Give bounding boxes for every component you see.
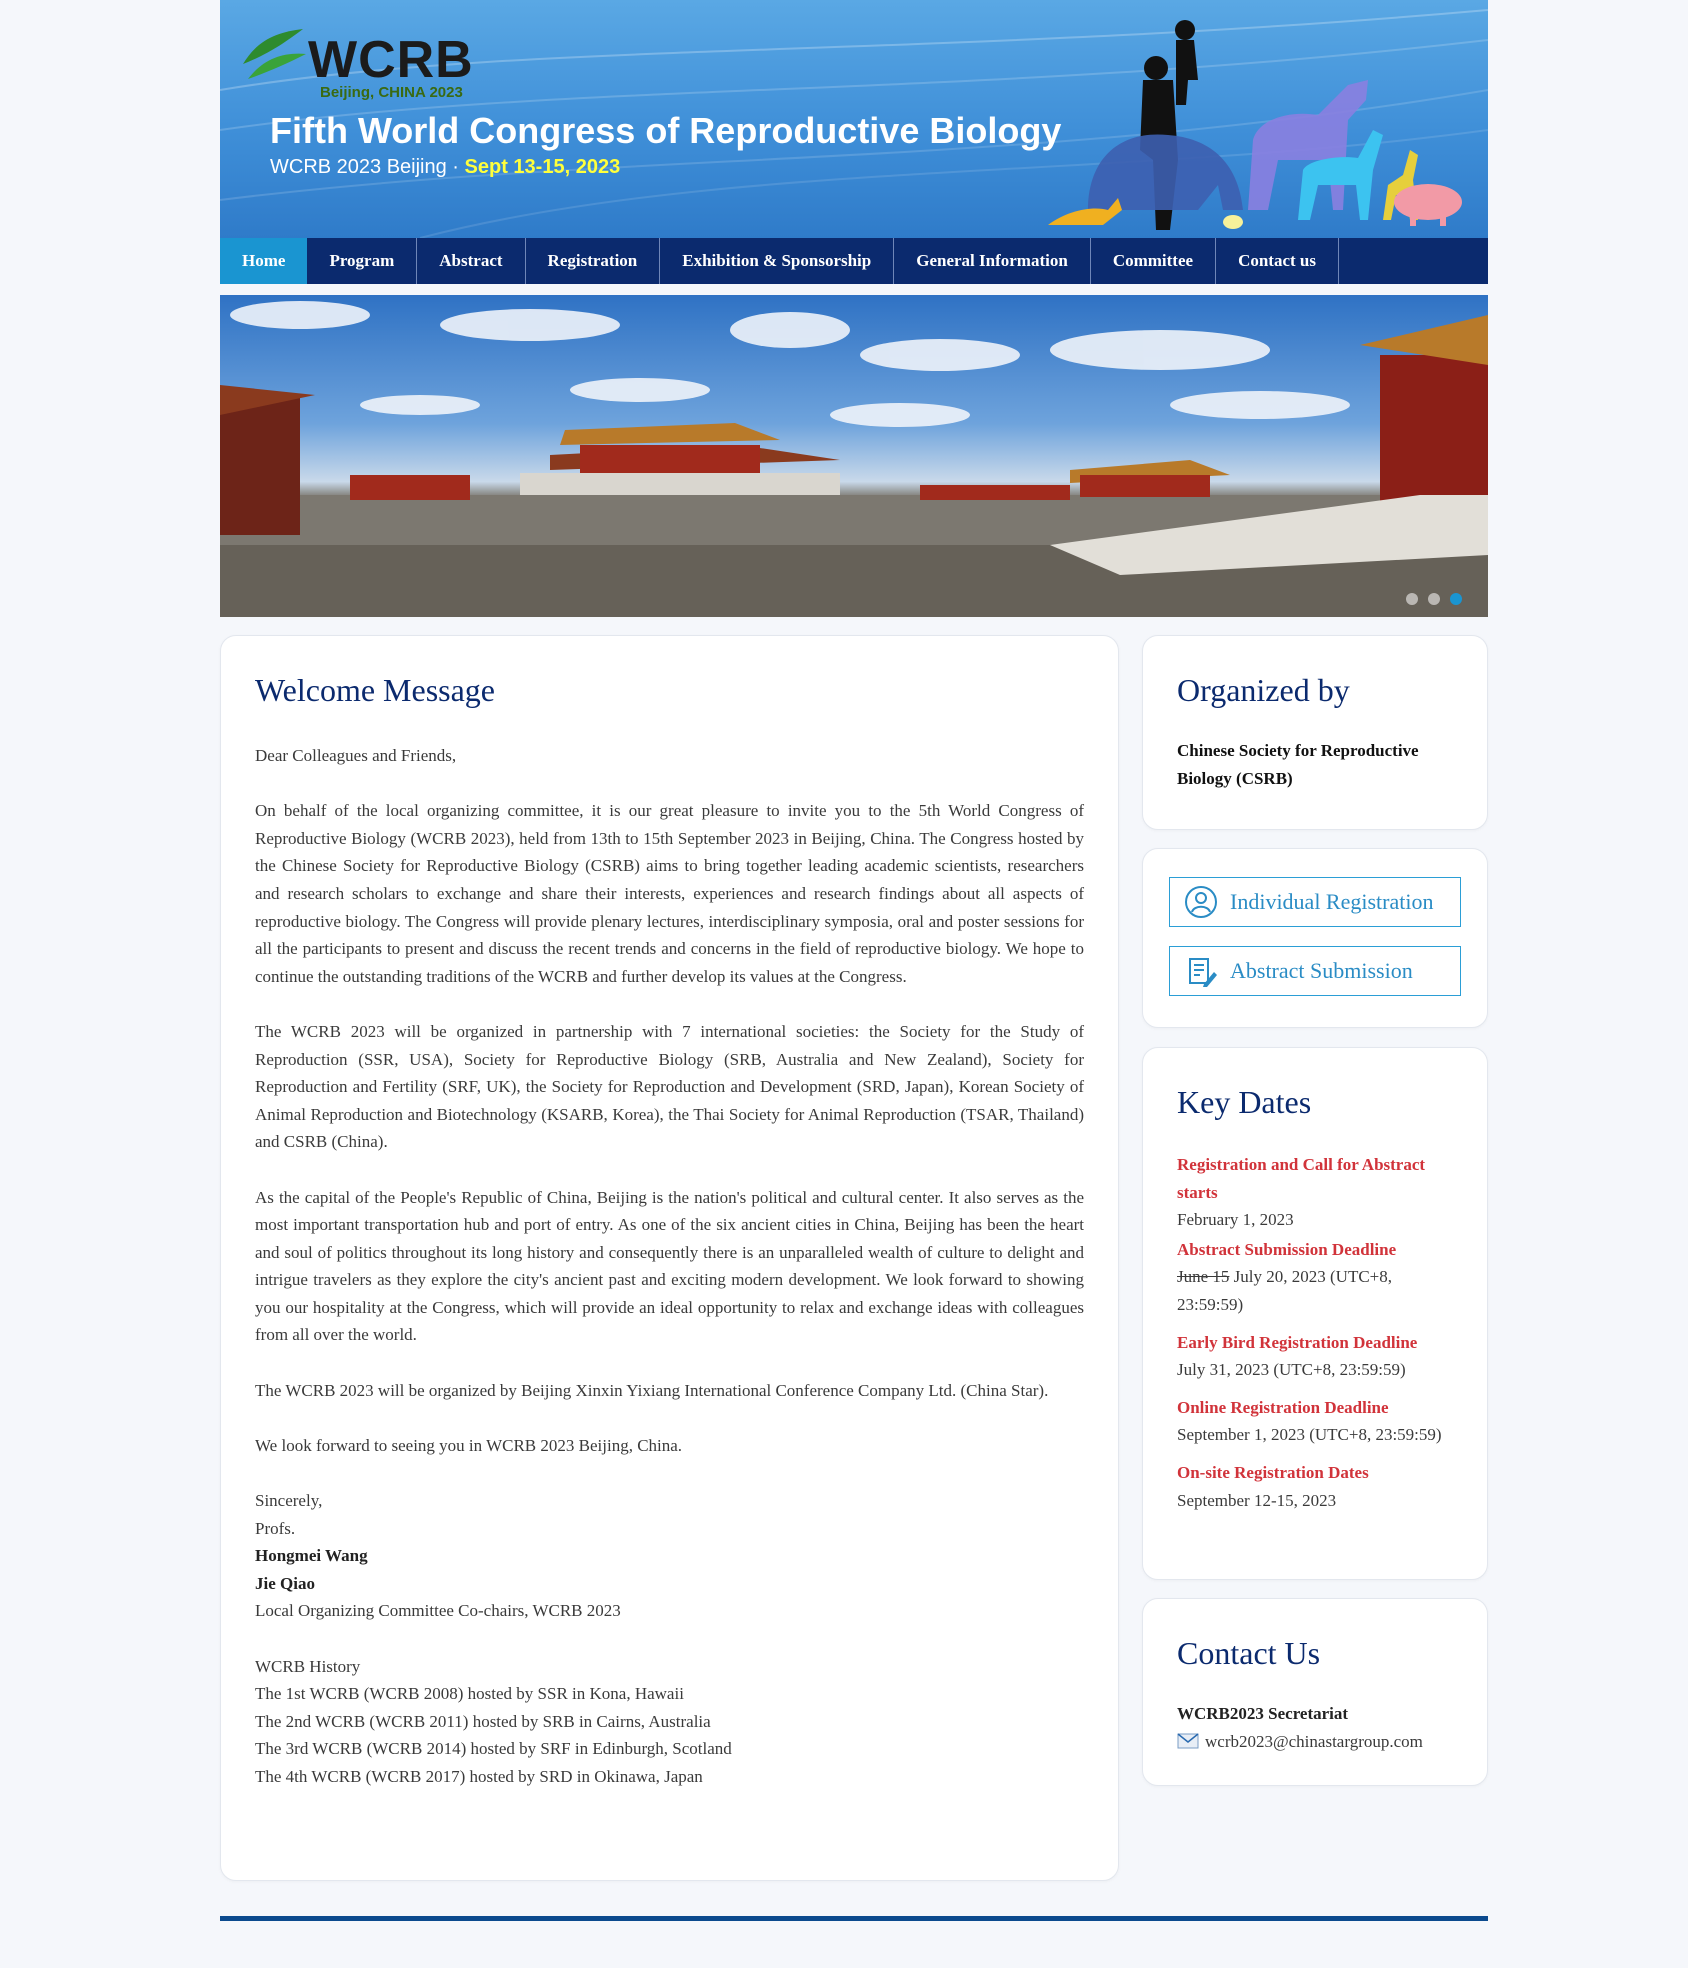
slide-dot-1[interactable] — [1406, 593, 1418, 605]
key-date-value — [1177, 1263, 1453, 1318]
key-date-item — [1177, 1394, 1453, 1449]
history-item: The 3rd WCRB (WCRB 2014) hosted by SRF in Edinburgh, Scotland — [255, 1739, 732, 1759]
history-item: The 1st WCRB (WCRB 2008) hosted by SSR in Kona, Hawaii — [255, 1684, 684, 1704]
welcome-paragraph-1: On behalf of the local organizing committee, it is our great pleasure to invite you to the 5th World Congress of Reproductive Biology (WCRB 2023), held from 13th to 15th September 2023 in Beijing, China. The Congress hosted by the Chinese Society for Reproductive Biology (CSRB) aims to bring together leading academic scientists, researchers and research scholars to exchange and share their interests, experiences and research findings about all aspects of reproductive biology. The Congress will provide plenary lectures, interdisciplinary symposia, oral and poster sessions for all the participants to present and discuss the recent trends and concerns in the field of reproductive biology. We hope to continue the outstanding traditions of the WCRB and further develop its values at the Congress. — [255, 801, 1084, 986]
key-dates-title: Key Dates — [1177, 1084, 1312, 1120]
contact-title: Contact Us — [1177, 1635, 1321, 1671]
new-date: July 20, 2023 (UTC+8, 23:59:59) — [1177, 1267, 1393, 1314]
key-date-label: Registration and Call for Abstract starts — [1177, 1155, 1426, 1202]
congress-subtitle — [270, 156, 620, 179]
signatory-role: Local Organizing Committee Co-chairs, WCRB 2023 — [255, 1601, 621, 1621]
welcome-paragraph-3: As the capital of the People's Republic of China, Beijing is the nation's political and cultural center. It also serves as the most important transportation hub and port of entry. As one of the six ancient cities in China, Beijing has been the heart and soul of politics throughout its long history and consequently there is an unparalleled wealth of culture to delight and intrigue travelers as they explore the city's ancient past and exciting modern development. We look forward to showing you our hospitality at the Congress, which will provide an ideal opportunity to relax and exchange ideas with colleagues from all over the world. — [255, 1187, 1084, 1345]
secretariat-name: WCRB2023 Secretariat — [1177, 1704, 1349, 1723]
bamboo-leaf-icon — [238, 24, 308, 84]
key-date-item — [1177, 1459, 1453, 1514]
key-date-label: Abstract Submission Deadline — [1177, 1239, 1397, 1259]
profs: Profs. — [255, 1518, 296, 1538]
header-banner — [220, 0, 1488, 238]
wcrb-logo[interactable] — [258, 26, 474, 104]
slide-dot-2[interactable] — [1428, 593, 1440, 605]
forbidden-city-photo — [220, 295, 1488, 617]
subtitle-date: Sept 13-15, 2023 — [464, 156, 621, 178]
nav-general-information[interactable]: General Information — [894, 238, 1091, 284]
organized-by-title: Organized by — [1177, 672, 1350, 708]
congress-title: Fifth World Congress of Reproductive Biology — [270, 110, 1062, 151]
organizer-name: Chinese Society for Reproductive Biology (CSRB) — [1177, 741, 1419, 788]
abstract-submission-button[interactable] — [1169, 946, 1461, 996]
footer-divider — [220, 1916, 1488, 1921]
main-nav — [220, 238, 1488, 284]
contact-email[interactable]: wcrb2023@chinastargroup.com — [1205, 1731, 1423, 1751]
logo-text: WCRB — [308, 31, 474, 89]
key-date-value: February 1, 2023 — [1177, 1210, 1294, 1230]
slide-dot-3[interactable] — [1450, 593, 1462, 605]
signatory-1: Hongmei Wang — [255, 1546, 368, 1566]
abstract-submission-label: Abstract Submission — [1230, 958, 1413, 983]
key-date-value: September 1, 2023 (UTC+8, 23:59:59) — [1177, 1425, 1442, 1445]
nav-committee[interactable]: Committee — [1091, 238, 1216, 284]
key-date-value: September 12-15, 2023 — [1177, 1490, 1337, 1510]
key-date-item — [1177, 1329, 1453, 1384]
key-dates-card — [1142, 1047, 1488, 1580]
history-item: The 2nd WCRB (WCRB 2011) hosted by SRB in Cairns, Australia — [255, 1711, 711, 1731]
animal-silhouettes-illustration — [1048, 10, 1468, 238]
slideshow-dots — [1406, 593, 1462, 605]
user-icon — [1184, 885, 1218, 919]
nav-home[interactable]: Home — [220, 238, 307, 284]
key-date-item — [1177, 1151, 1453, 1234]
history-title: WCRB History — [255, 1656, 361, 1676]
welcome-paragraph-2: The WCRB 2023 will be organized in partnership with 7 international societies: the Society for the Study of Reproduction (SSR, USA), Society for Reproductive Biology (SRB, Australia and New Zealand), Society for Reproduction and Fertility (SRF, UK), the Society for Reproduction and Development (SRD, Japan), Korean Society of Animal Reproduction and Biotechnology (KSARB, Korea), the Thai Society for Animal Reproduction (TSAR, Thailand) and CSRB (China). — [255, 1021, 1084, 1152]
nav-exhibition-sponsorship[interactable]: Exhibition & Sponsorship — [660, 238, 894, 284]
document-edit-icon — [1184, 954, 1218, 988]
struck-date: June 15 — [1177, 1267, 1230, 1287]
nav-abstract[interactable]: Abstract — [417, 238, 525, 284]
history-item: The 4th WCRB (WCRB 2017) hosted by SRD in Okinawa, Japan — [255, 1766, 703, 1786]
welcome-title: Welcome Message — [255, 672, 495, 708]
contact-email-row — [1177, 1728, 1453, 1756]
key-date-value: July 31, 2023 (UTC+8, 23:59:59) — [1177, 1360, 1406, 1380]
individual-registration-button[interactable] — [1169, 877, 1461, 927]
welcome-paragraph-4: The WCRB 2023 will be organized by Beijing Xinxin Yixiang International Conference Company Ltd. (China Star). — [255, 1380, 1049, 1400]
quick-links-card — [1142, 848, 1488, 1028]
nav-contact-us[interactable]: Contact us — [1216, 238, 1339, 284]
key-date-item — [1177, 1236, 1453, 1319]
envelope-icon — [1177, 1732, 1199, 1750]
closing: Sincerely, — [255, 1491, 323, 1511]
key-date-label: Online Registration Deadline — [1177, 1397, 1389, 1417]
logo-subtext: Beijing, CHINA 2023 — [320, 84, 463, 101]
welcome-paragraph-5: We look forward to seeing you in WCRB 2023 Beijing, China. — [255, 1435, 683, 1455]
key-date-label: On-site Registration Dates — [1177, 1462, 1369, 1482]
contact-card — [1142, 1598, 1488, 1786]
organized-by-card — [1142, 635, 1488, 830]
signatory-2: Jie Qiao — [255, 1573, 315, 1593]
hero-slideshow[interactable] — [220, 295, 1488, 617]
welcome-salutation: Dear Colleagues and Friends, — [255, 746, 457, 765]
subtitle-prefix: WCRB 2023 Beijing · — [270, 156, 465, 178]
key-dates-list — [1177, 1151, 1453, 1514]
welcome-card — [220, 635, 1119, 1881]
nav-program[interactable]: Program — [307, 238, 417, 284]
individual-registration-label: Individual Registration — [1230, 889, 1434, 914]
nav-registration[interactable]: Registration — [526, 238, 661, 284]
key-date-label: Early Bird Registration Deadline — [1177, 1332, 1418, 1352]
